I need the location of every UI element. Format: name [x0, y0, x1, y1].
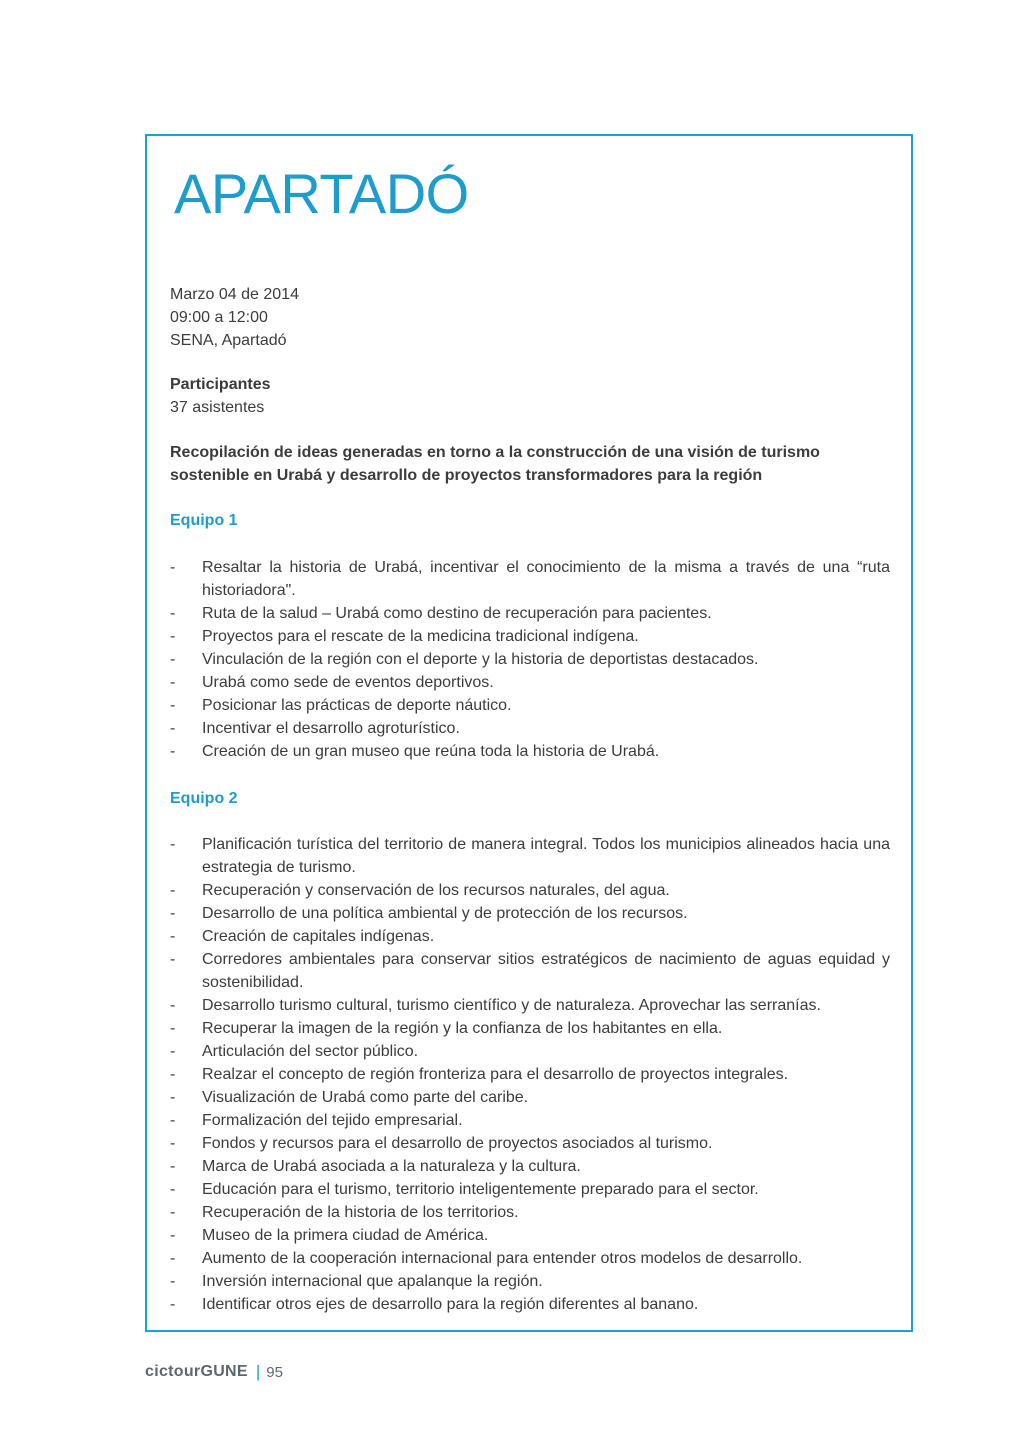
- list-item: [170, 625, 890, 648]
- list-item: [170, 648, 890, 671]
- bullet-dash: -: [170, 836, 176, 853]
- list-item-text: Proyectos para el rescate de la medicina tradicional indígena.: [202, 628, 639, 645]
- list-item-text: Marca de Urabá asociada a la naturaleza y la cultura.: [202, 1158, 581, 1175]
- bullet-dash: -: [170, 697, 176, 714]
- team1-list: [170, 556, 890, 763]
- bullet-dash: -: [170, 1227, 176, 1244]
- list-item: [170, 994, 890, 1017]
- bullet-dash: -: [170, 1296, 176, 1313]
- bullet-dash: -: [170, 743, 176, 760]
- participants-label: Participantes: [170, 376, 271, 393]
- list-item-text: Incentivar el desarrollo agroturístico.: [202, 720, 460, 737]
- bullet-dash: -: [170, 1112, 176, 1129]
- list-item-text: Educación para el turismo, territorio inteligentemente preparado para el sector.: [202, 1181, 759, 1198]
- bullet-dash: -: [170, 882, 176, 899]
- list-item: [170, 1178, 890, 1201]
- list-item-text: Creación de un gran museo que reúna toda la historia de Urabá.: [202, 743, 660, 760]
- list-item-text: Recuperar la imagen de la región y la confianza de los habitantes en ella.: [202, 1020, 723, 1037]
- list-item-text: Fondos y recursos para el desarrollo de proyectos asociados al turismo.: [202, 1135, 713, 1152]
- bullet-dash: -: [170, 905, 176, 922]
- bullet-dash: -: [170, 1043, 176, 1060]
- meeting-time: 09:00 a 12:00: [170, 309, 268, 326]
- list-item: [170, 879, 890, 902]
- page-footer: [145, 1362, 283, 1382]
- list-item-text: Ruta de la salud – Urabá como destino de recuperación para pacientes.: [202, 605, 712, 622]
- list-item-text: Visualización de Urabá como parte del caribe.: [202, 1089, 529, 1106]
- list-item: [170, 1063, 890, 1086]
- bullet-dash: -: [170, 628, 176, 645]
- team2-list: [170, 833, 890, 1316]
- list-item: [170, 925, 890, 948]
- page-title: APARTADÓ: [174, 162, 469, 225]
- bullet-dash: -: [170, 1250, 176, 1267]
- participants-block: [170, 373, 270, 419]
- list-item: [170, 1109, 890, 1132]
- list-item: [170, 902, 890, 925]
- bullet-dash: -: [170, 951, 176, 968]
- list-item: [170, 948, 890, 994]
- list-item: [170, 694, 890, 717]
- list-item-text: Articulación del sector público.: [202, 1043, 419, 1060]
- list-item: [170, 833, 890, 879]
- bullet-dash: -: [170, 1020, 176, 1037]
- participants-count: 37 asistentes: [170, 399, 265, 416]
- list-item: [170, 671, 890, 694]
- list-item-text: Corredores ambientales para conservar sitios estratégicos de nacimiento de aguas equidad y sostenibilidad.: [202, 951, 890, 991]
- bullet-dash: -: [170, 928, 176, 945]
- list-item: [170, 1155, 890, 1178]
- bullet-dash: -: [170, 1158, 176, 1175]
- bullet-dash: -: [170, 1273, 176, 1290]
- bullet-dash: -: [170, 1204, 176, 1221]
- list-item-text: Realzar el concepto de región fronteriza para el desarrollo de proyectos integrales.: [202, 1066, 789, 1083]
- list-item-text: Identificar otros ejes de desarrollo para la región diferentes al banano.: [202, 1296, 699, 1313]
- list-item: [170, 1132, 890, 1155]
- list-item-text: Recuperación de la historia de los territorios.: [202, 1204, 519, 1221]
- footer-separator: |: [255, 1362, 261, 1381]
- meeting-info: [170, 283, 299, 352]
- list-item-text: Museo de la primera ciudad de América.: [202, 1227, 489, 1244]
- list-item-text: Urabá como sede de eventos deportivos.: [202, 674, 494, 691]
- list-item: [170, 1201, 890, 1224]
- team1-title: Equipo 1: [170, 512, 238, 529]
- list-item-text: Desarrollo de una política ambiental y de protección de los recursos.: [202, 905, 688, 922]
- list-item: [170, 740, 890, 763]
- page-number: 95: [266, 1363, 283, 1381]
- list-item-text: Formalización del tejido empresarial.: [202, 1112, 463, 1129]
- list-item: [170, 1270, 890, 1293]
- list-item-text: Desarrollo turismo cultural, turismo científico y de naturaleza. Aprovechar las serranías.: [202, 997, 821, 1014]
- bullet-dash: -: [170, 1066, 176, 1083]
- bullet-dash: -: [170, 720, 176, 737]
- brand-logo: cictourGUNE: [145, 1363, 248, 1380]
- list-item: [170, 1247, 890, 1270]
- bullet-dash: -: [170, 1181, 176, 1198]
- meeting-date: Marzo 04 de 2014: [170, 286, 299, 303]
- bullet-dash: -: [170, 997, 176, 1014]
- list-item: [170, 1086, 890, 1109]
- list-item: [170, 1224, 890, 1247]
- list-item-text: Creación de capitales indígenas.: [202, 928, 435, 945]
- list-item-text: Vinculación de la región con el deporte y la historia de deportistas destacados.: [202, 651, 759, 668]
- list-item: [170, 1017, 890, 1040]
- list-item: [170, 556, 890, 602]
- list-item: [170, 1040, 890, 1063]
- list-item: [170, 602, 890, 625]
- list-item-text: Resaltar la historia de Urabá, incentivar el conocimiento de la misma a través de una “ruta historiadora".: [202, 559, 890, 599]
- bullet-dash: -: [170, 559, 176, 576]
- list-item-text: Aumento de la cooperación internacional para entender otros modelos de desarrollo.: [202, 1250, 803, 1267]
- meeting-place: SENA, Apartadó: [170, 332, 287, 349]
- bullet-dash: -: [170, 1089, 176, 1106]
- list-item: [170, 717, 890, 740]
- bullet-dash: -: [170, 605, 176, 622]
- team2-title: Equipo 2: [170, 790, 238, 807]
- list-item: [170, 1293, 890, 1316]
- list-item-text: Inversión internacional que apalanque la región.: [202, 1273, 543, 1290]
- bullet-dash: -: [170, 651, 176, 668]
- list-item-text: Posicionar las prácticas de deporte náutico.: [202, 697, 512, 714]
- list-item-text: Recuperación y conservación de los recursos naturales, del agua.: [202, 882, 670, 899]
- bullet-dash: -: [170, 1135, 176, 1152]
- bullet-dash: -: [170, 674, 176, 691]
- section-heading: Recopilación de ideas generadas en torno a la construcción de una visión de turismo sostenible en Urabá y desarrollo de proyectos transformadores para la región: [170, 444, 820, 484]
- list-item-text: Planificación turística del territorio de manera integral. Todos los municipios alineados hacia una estrategia de turismo.: [202, 836, 890, 876]
